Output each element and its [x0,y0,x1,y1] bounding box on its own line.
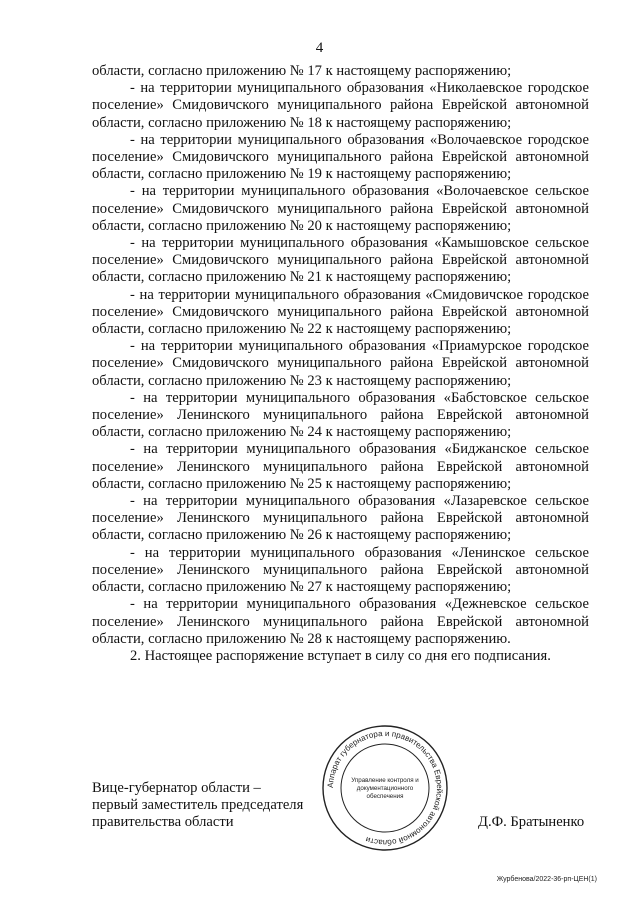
clause-effective-date: 2. Настоящее распоряжение вступает в силу со дня его подписания. [130,647,551,664]
official-stamp [321,724,449,852]
document-reference: Журбенова/2022-36-рп-ЦЕН(1) [496,876,597,883]
list-item: - на территории муниципального образования «Николаевское городское поселение» Смидовичского муниципального района Еврейской автономной области, согласно приложению № 18 к настоящему распоряжению; [92,80,589,131]
document-body [92,63,589,665]
list-item: - на территории муниципального образования «Волочаевское городское поселение» Смидовичского муниципального района Еврейской автономной области, согласно приложению № 19 к настоящему распоряжению; [92,131,589,183]
stamp-center-line: Управление контроля и [351,777,419,784]
paragraph-continuation: области, согласно приложению № 17 к настоящему распоряжению; [92,63,512,79]
stamp-center-line: обеспечения [366,793,404,800]
stamp-ring-text: Аппарат губернатора и правительства Еврейской автономной области [325,728,445,848]
list-item: - на территории муниципального образования «Камышовское сельское поселение» Смидовичского муниципального района Еврейской автономной области, согласно приложению № 21 к настоящему распоряжению; [92,235,589,286]
list-item: - на территории муниципального образования «Волочаевское сельское поселение» Смидовичского муниципального района Еврейской автономной области, согласно приложению № 20 к настоящему распоряжению; [92,183,589,234]
signatory-position [92,780,303,832]
list-item: - на территории муниципального образования «Ленинское сельское поселение» Ленинского муниципального района Еврейской автономной области, согласно приложению № 27 к настоящему распоряжению; [92,544,589,596]
list-item: - на территории муниципального образования «Приамурское городское поселение» Смидовичского муниципального района Еврейской автономной области, согласно приложению № 23 к настоящему распоряжению; [92,338,589,389]
stamp-center-line: документационного [356,785,414,792]
list-item: - на территории муниципального образования «Биджанское сельское поселение» Ленинского муниципального района Еврейской автономной области, согласно приложению № 25 к настоящему распоряжению; [92,441,589,492]
signatory-line: первый заместитель председателя [92,797,304,814]
signatory-name: Д.Ф. Братыненко [478,814,585,830]
list-item: - на территории муниципального образования «Дежневское сельское поселение» Ленинского муниципального района Еврейской автономной области, согласно приложению № 28 к настоящему распоряжению. [92,596,589,647]
list-item: - на территории муниципального образования «Лазаревское сельское поселение» Ленинского муниципального района Еврейской автономной области, согласно приложению № 26 к настоящему распоряжению; [92,493,589,544]
page-number: 4 [315,40,324,56]
signatory-line: правительства области [92,814,234,831]
list-item: - на территории муниципального образования «Бабстовское сельское поселение» Ленинского муниципального района Еврейской автономной области, согласно приложению № 24 к настоящему распоряжению; [92,389,589,441]
list-item: - на территории муниципального образования «Смидовичское городское поселение» Смидовичского муниципального района Еврейской автономной области, согласно приложению № 22 к настоящему распоряжению; [92,286,589,338]
stamp-graphic [321,724,449,852]
signatory-line: Вице-губернатор области – [92,780,261,796]
